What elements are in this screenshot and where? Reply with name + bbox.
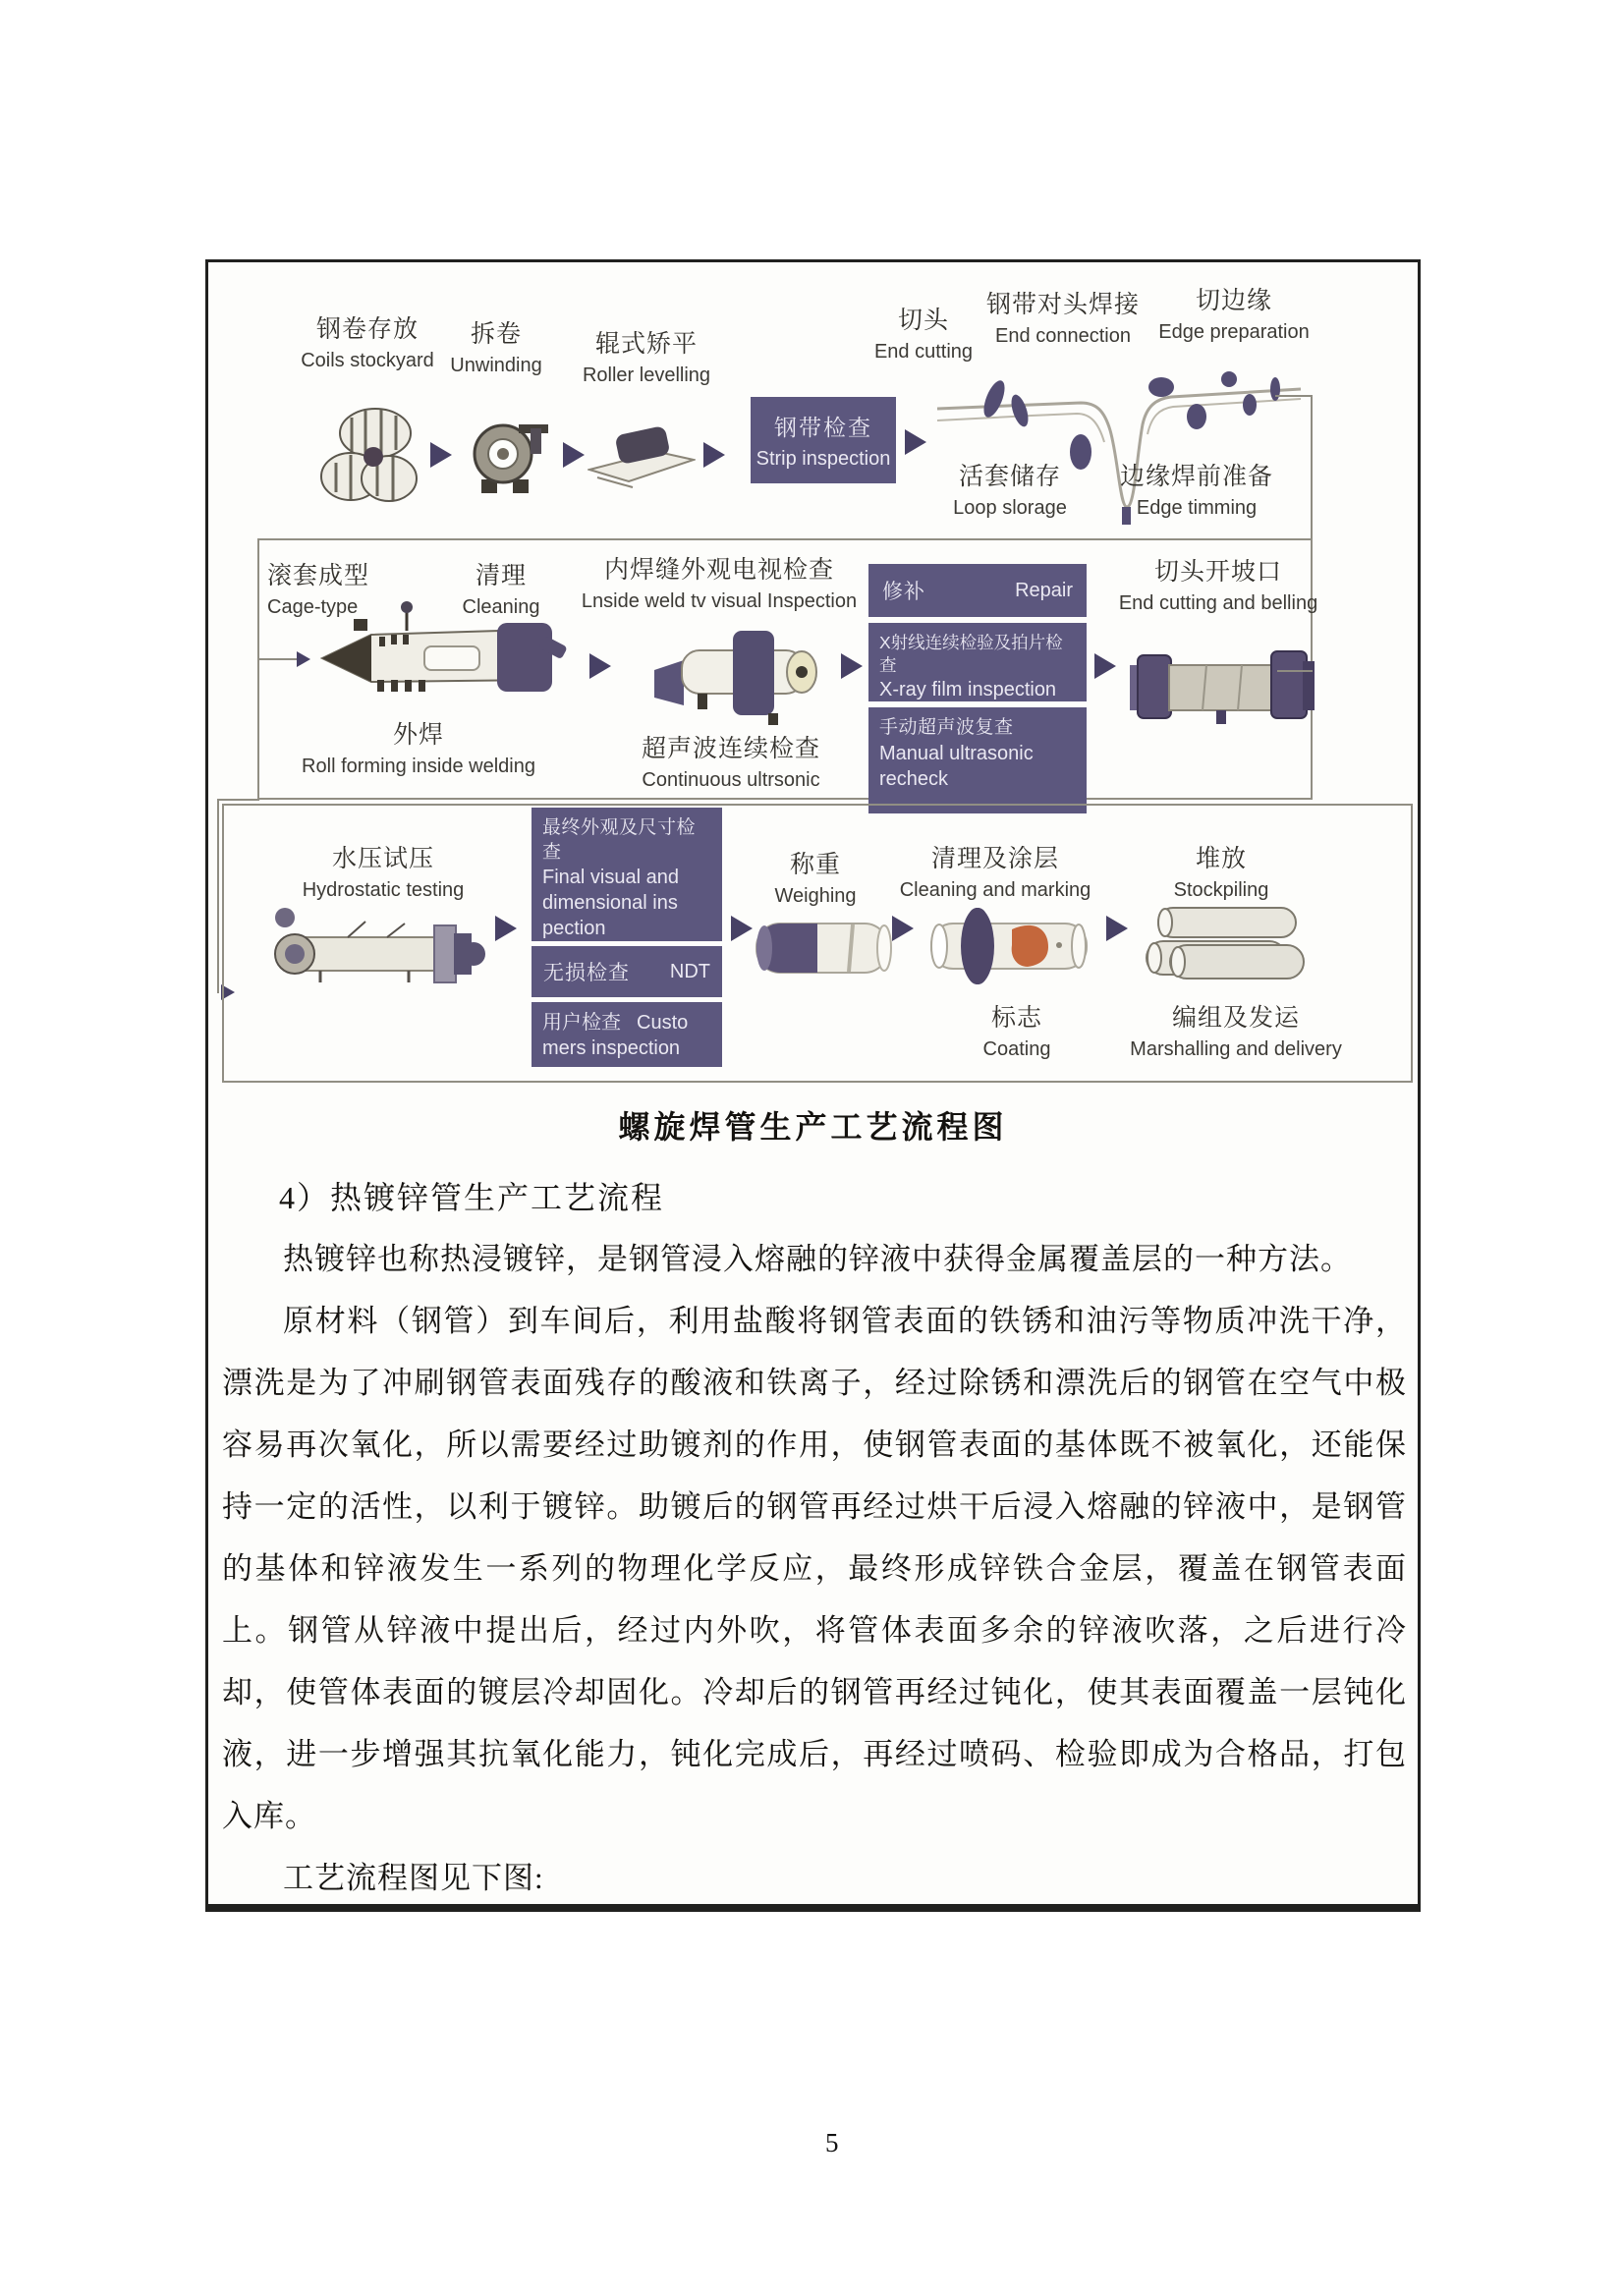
connector-line [1311,395,1313,540]
figure-caption: 螺旋焊管生产工艺流程图 [618,1109,1008,1145]
pipe-icon [749,916,896,985]
connector-line [1277,670,1313,672]
page-number: 5 [825,2128,839,2157]
coating-pipe-icon [925,906,1092,991]
process-box-final-inspection: 最终外观及尺寸检查 Final visual and dimensional ins pection [532,808,722,941]
coils-icon [318,406,419,509]
process-box-customers-inspection: 用户检查 Custo mers inspection [532,1002,722,1067]
bevel-pipe-icon [1130,634,1316,747]
flow-arrow-icon [589,653,611,679]
step-label-end-connection: 钢带对头焊接 End connection [985,291,1141,347]
step-label-stockpiling: 堆放 Stockpiling [1173,845,1269,901]
step-label-loop-storage: 活套储存 Loop slorage [953,463,1067,519]
flow-arrow-icon [841,653,863,679]
flow-arrow-icon [905,429,926,455]
step-label-hydrostatic-testing: 水压试压 Hydrostatic testing [302,845,465,901]
step-label-unwinding: 拆卷 Unwinding [450,320,542,376]
unwinder-icon [462,415,552,506]
paragraph: 工艺流程图见下图: [283,1861,544,1895]
stacked-pipes-icon [1145,902,1308,991]
step-label-continuous-ultrasonic: 超声波连续检查 Continuous ultrsonic [641,735,821,791]
flow-arrow-icon [892,916,914,941]
flow-arrow-icon [1094,653,1116,679]
process-box-repair: 修补 Repair [868,564,1087,617]
flow-arrow-icon [430,442,452,468]
flow-arrow-icon [703,442,725,468]
step-label-roll-forming-inside-welding: 外焊 Roll forming inside welding [302,721,535,777]
step-label-cage-type: 滚套成型 Cage-type [267,562,370,618]
step-label-edge-trimming: 边缘焊前准备 Edge timming [1119,463,1274,519]
flow-arrow-icon [1106,916,1128,941]
forming-machine-icon [316,597,568,712]
process-box-manual-ultrasonic-recheck: 手动超声波复查 Manual ultrasonic recheck [868,707,1087,813]
step-label-edge-preparation: 切边缘 Edge preparation [1158,287,1310,343]
tv-inspection-machine-icon [648,611,825,732]
body-text [222,1228,1407,1909]
flow-arrow-icon [297,651,310,667]
section-heading: 4）热镀锌管生产工艺流程 [279,1180,665,1215]
process-box-ndt: 无损检查 NDT [532,946,722,997]
step-label-weighing: 称重 Weighing [774,851,857,907]
step-label-coating: 标志 Coating [982,1004,1051,1060]
step-label-end-cutting-belling: 切头开坡口 End cutting and belling [1118,558,1318,614]
flow-arrow-icon [495,916,517,941]
connector-line [217,799,219,993]
hydrostatic-tester-icon [261,900,489,1009]
paragraph: 原材料（钢管）到车间后，利用盐酸将钢管表面的铁锈和油污等物质冲洗干净，漂洗是为了冲刷钢管表面残存的酸液和铁离子，经过除锈和漂洗后的钢管在空气中极容易再次氧化，所以需要经过助镀剂的作用，使钢管表面的基体既不被氧化，还能保持一定的活性，以利于镀锌。助镀后的钢管再经过烘干后浸入熔融的锌液中，是钢管的基体和锌液发生一系列的物理化学反应，最终形成锌铁合金层，覆盖在钢管表面上。钢管从锌液中提出后，经过内外吹，将管体表面多余的锌液吹落，之后进行冷却，使管体表面的镀层冷却固化。冷却后的钢管再经过钝化，使其表面覆盖一层钝化液，进一步增强其抗氧化能力，钝化完成后，再经过喷码、检验即成为合格品，打包入库。 [222,1304,1407,1833]
connector-line [259,658,299,660]
connector-line [218,799,259,801]
step-label-roller-levelling: 辊式矫平 Roller levelling [582,330,711,386]
step-label-end-cutting: 切头 End cutting [873,307,974,363]
step-label-cleaning: 清理 Cleaning [462,562,540,618]
step-label-coils-stockyard: 钢卷存放 Coils stockyard [301,315,434,371]
leveller-icon [588,422,696,498]
step-label-inside-weld-tv-inspection: 内焊缝外观电视检查 Lnside weld tv visual Inspection [581,556,858,612]
connector-line [1275,395,1313,397]
process-box-xray-inspection: X射线连续检验及拍片检查 X-ray film inspection [868,623,1087,701]
step-label-marshalling-delivery: 编组及发运 Marshalling and delivery [1130,1004,1342,1060]
step-label-cleaning-and-marking: 清理及涂层 Cleaning and marking [899,845,1091,901]
process-box-strip-inspection: 钢带检查 Strip inspection [751,397,896,483]
paragraph: 热镀锌也称热浸镀锌，是钢管浸入熔融的锌液中获得金属覆盖层的一种方法。 [283,1242,1352,1276]
flow-arrow-icon [563,442,585,468]
